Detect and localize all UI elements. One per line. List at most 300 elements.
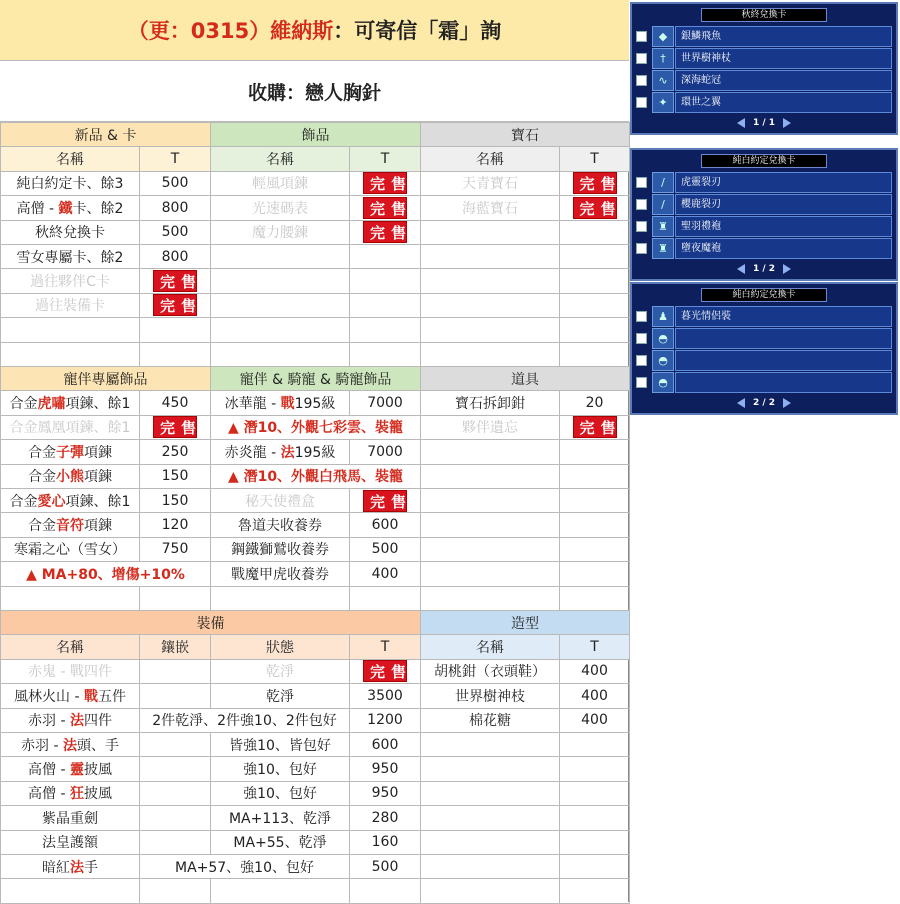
highlight-text: 法 [280, 444, 295, 461]
pager [632, 393, 896, 413]
highlight-text: 虎嘯 [37, 396, 66, 413]
empty-slot-icon: ◓ [652, 350, 674, 371]
item-name [1, 488, 140, 512]
empty-cell [560, 562, 630, 586]
serpent-icon: ∿ [652, 70, 674, 91]
highlight-text: 戰 [83, 688, 98, 705]
page-indicator: 1 / 1 [752, 118, 776, 128]
price-cell: 600 [350, 732, 421, 756]
col-header-name: 名稱 [421, 147, 560, 171]
table-row [1, 659, 630, 683]
table-row [1, 488, 630, 512]
panel-list-item[interactable] [636, 47, 892, 69]
item-name-part: 項鍊、餘1 [65, 396, 131, 413]
highlight-text: 小熊 [56, 469, 84, 486]
empty-cell [421, 342, 560, 366]
price-cell: 20 [560, 391, 630, 415]
empty-cell [421, 830, 560, 854]
empty-cell [211, 586, 350, 610]
empty-cell [140, 659, 211, 683]
highlight-text: 法 [62, 737, 77, 754]
status-cell: MA+113、乾淨 [211, 806, 350, 830]
item-name: 光速碼表 [211, 196, 350, 220]
empty-cell [560, 537, 630, 561]
panel-item-name: 世界樹神杖 [675, 48, 892, 69]
col-header-price: T [350, 635, 421, 659]
item-name: 寶石拆卸鉗 [421, 391, 560, 415]
table-row [1, 879, 630, 903]
panel-list-item[interactable] [636, 25, 892, 47]
price-cell: 450 [140, 391, 211, 415]
price-cell: 500 [350, 537, 421, 561]
price-cell: 400 [350, 562, 421, 586]
item-note: ▲ 潛10、外觀白飛馬、裝籠 [211, 464, 421, 488]
empty-cell [421, 513, 560, 537]
item-name-part: 赤炎龍 - [224, 444, 281, 461]
highlight-text: 鐵 [58, 200, 73, 217]
price-cell: 950 [350, 781, 421, 805]
table-row [1, 684, 630, 708]
price-cell: 7000 [350, 391, 421, 415]
price-cell: 500 [350, 854, 421, 878]
panel-item-name: 墮夜魔袍 [675, 238, 892, 259]
panel-item-name: 銀鱗飛魚 [675, 26, 892, 47]
empty-cell [350, 586, 421, 610]
empty-cell [560, 830, 630, 854]
price-cell [560, 171, 630, 195]
item-name-part: 195級 [294, 444, 336, 461]
table-row [1, 757, 630, 781]
price-cell: 950 [350, 757, 421, 781]
item-name [1, 732, 140, 756]
table-row [1, 513, 630, 537]
wanted-banner: 收購：戀人胸針 [0, 61, 629, 122]
status-cell: 強10、包好 [211, 781, 350, 805]
robe-icon: ♜ [652, 216, 674, 237]
price-cell: 800 [140, 196, 211, 220]
empty-cell [211, 293, 350, 317]
panel-list-item[interactable] [636, 91, 892, 113]
panel-list-item[interactable] [636, 69, 892, 91]
select-checkbox[interactable] [636, 53, 647, 64]
select-checkbox[interactable] [636, 355, 647, 366]
item-name: 秋終兌換卡 [1, 220, 140, 244]
table-row [1, 318, 630, 342]
section-header-equipment: 裝備 [1, 611, 421, 635]
table-row [1, 220, 630, 244]
empty-cell [560, 757, 630, 781]
price-cell: 280 [350, 806, 421, 830]
panel-list-item[interactable] [636, 371, 892, 393]
sold-out-stamp: 完售 [363, 197, 407, 219]
empty-cell [211, 879, 350, 903]
price-cell: 400 [560, 708, 630, 732]
empty-cell [560, 464, 630, 488]
empty-slot-icon: ◓ [652, 372, 674, 393]
table-row [1, 269, 630, 293]
select-checkbox[interactable] [636, 75, 647, 86]
empty-cell [560, 781, 630, 805]
highlight-text: 子彈 [56, 444, 84, 461]
empty-cell [350, 342, 421, 366]
select-checkbox[interactable] [636, 243, 647, 254]
title-contact: ：可寄信「霜」詢 [333, 19, 502, 43]
item-name [1, 196, 140, 220]
col-header-price: T [140, 147, 211, 171]
col-header-price: T [350, 147, 421, 171]
col-header-name: 名稱 [211, 147, 350, 171]
empty-cell [421, 562, 560, 586]
price-cell [140, 293, 211, 317]
table-row [1, 562, 630, 586]
panel-list-item[interactable] [636, 327, 892, 349]
panel-title: 秋終兌換卡 [701, 8, 827, 22]
empty-cell [421, 244, 560, 268]
empty-cell [421, 806, 560, 830]
couple-outfit-icon: ♟ [652, 306, 674, 327]
item-name: 純白約定卡、餘3 [1, 171, 140, 195]
item-name: 寒霜之心（雪女） [1, 537, 140, 561]
empty-cell [421, 488, 560, 512]
item-name-part: 195級 [294, 396, 336, 413]
empty-cell [560, 854, 630, 878]
item-name: 赤鬼 - 戰四件 [1, 659, 140, 683]
empty-cell [560, 488, 630, 512]
item-name: 天青寶石 [421, 171, 560, 195]
empty-cell [560, 513, 630, 537]
empty-cell [560, 586, 630, 610]
highlight-text: 愛心 [37, 493, 66, 510]
item-name-part: 赤羽 - [28, 713, 70, 730]
highlight-text: 戰 [280, 396, 295, 413]
price-cell: 1200 [350, 708, 421, 732]
price-cell: 150 [140, 464, 211, 488]
empty-cell [1, 879, 140, 903]
item-name-part: 五件 [97, 688, 126, 705]
empty-cell [421, 318, 560, 342]
item-name [1, 708, 140, 732]
pager [632, 259, 896, 279]
empty-cell [560, 244, 630, 268]
table-row [1, 586, 630, 610]
item-name: 法皇護額 [1, 830, 140, 854]
price-cell [350, 196, 421, 220]
panel-title: 純白約定兌換卡 [701, 154, 827, 168]
empty-cell [140, 342, 211, 366]
item-name-part: 赤羽 - [21, 737, 63, 754]
empty-cell [560, 440, 630, 464]
pager [632, 113, 896, 133]
table-row [1, 293, 630, 317]
table-row [1, 415, 630, 439]
empty-cell [1, 586, 140, 610]
item-name-part: 項鍊 [84, 469, 112, 486]
blade-icon: / [652, 172, 674, 193]
price-cell: 400 [560, 684, 630, 708]
price-cell: 400 [560, 659, 630, 683]
top-section-table [0, 122, 630, 367]
empty-cell [560, 879, 630, 903]
select-checkbox[interactable] [636, 31, 647, 42]
sold-out-stamp: 完售 [363, 221, 407, 243]
bottom-section-table [0, 610, 630, 904]
item-name-part: 披風 [83, 762, 112, 779]
item-name [1, 391, 140, 415]
item-name: 過往夥伴C卡 [1, 269, 140, 293]
panel-item-name [675, 372, 892, 393]
price-cell [140, 415, 211, 439]
panel-item-name: 環世之翼 [675, 92, 892, 113]
select-checkbox[interactable] [636, 97, 647, 108]
prev-page-arrow-icon[interactable] [737, 398, 745, 408]
select-checkbox[interactable] [636, 221, 647, 232]
empty-cell [560, 732, 630, 756]
item-name: 胡桃鉗（衣頭鞋） [421, 659, 560, 683]
empty-cell [421, 293, 560, 317]
panel-list-item[interactable] [636, 237, 892, 259]
empty-cell [421, 220, 560, 244]
item-name-part: 合金 [28, 469, 56, 486]
highlight-text: 靈 [69, 762, 84, 779]
item-name: 鋼鐵獅鷲收養券 [211, 537, 350, 561]
empty-cell [421, 757, 560, 781]
price-cell: 150 [140, 488, 211, 512]
empty-cell [560, 806, 630, 830]
item-name-part: 暗紅 [42, 859, 70, 876]
panel-item-name: 虎靈裂刃 [675, 172, 892, 193]
empty-cell [421, 269, 560, 293]
col-header-status: 狀態 [211, 635, 350, 659]
empty-cell [1, 318, 140, 342]
item-name: 魔力腰鍊 [211, 220, 350, 244]
panel-list-item[interactable] [636, 193, 892, 215]
status-cell: 強10、包好 [211, 757, 350, 781]
exchange-panel-white-promise-p2 [630, 282, 898, 415]
table-row [1, 537, 630, 561]
table-row [1, 806, 630, 830]
section-header-accessories: 飾品 [211, 123, 421, 147]
col-header-inlay: 鑲嵌 [140, 635, 211, 659]
highlight-text: 音符 [56, 518, 84, 535]
item-name [1, 684, 140, 708]
prev-page-arrow-icon[interactable] [737, 264, 745, 274]
item-name-part: 項鍊 [84, 518, 112, 535]
table-row [1, 464, 630, 488]
status-cell: 皆強10、皆包好 [211, 732, 350, 756]
section-header-items: 道具 [421, 367, 630, 391]
dark-robe-icon: ♜ [652, 238, 674, 259]
empty-cell [140, 879, 211, 903]
empty-cell [140, 757, 211, 781]
item-name-part: 高僧 - [28, 786, 70, 803]
panel-title: 純白約定兌換卡 [701, 288, 827, 302]
staff-icon: † [652, 48, 674, 69]
item-name-part: 風林火山 - [14, 688, 84, 705]
select-checkbox[interactable] [636, 177, 647, 188]
price-cell: 600 [350, 513, 421, 537]
section-header-costume: 造型 [421, 611, 630, 635]
select-checkbox[interactable] [636, 311, 647, 322]
price-cell [560, 196, 630, 220]
item-name [1, 440, 140, 464]
price-cell: 750 [140, 537, 211, 561]
empty-cell [560, 293, 630, 317]
empty-cell [140, 684, 211, 708]
section-header-new-cards: 新品 & 卡 [1, 123, 211, 147]
select-checkbox[interactable] [636, 199, 647, 210]
table-row [1, 342, 630, 366]
title-update: （更：0315）維納斯 [127, 19, 334, 43]
col-header-price: T [560, 635, 630, 659]
item-name-part: 合金 [9, 493, 38, 510]
empty-cell [560, 220, 630, 244]
empty-cell [350, 318, 421, 342]
prev-page-arrow-icon[interactable] [737, 118, 745, 128]
panel-item-name: 櫻鹿裂刃 [675, 194, 892, 215]
table-row [1, 171, 630, 195]
fish-icon: ◆ [652, 26, 674, 47]
empty-cell [350, 293, 421, 317]
panel-list-item[interactable] [636, 349, 892, 371]
panel-item-name: 暮光情侶裝 [675, 306, 892, 327]
col-header-price: T [560, 147, 630, 171]
item-note: ▲ MA+80、增傷+10% [1, 562, 211, 586]
next-page-arrow-icon[interactable] [783, 118, 791, 128]
empty-cell [421, 464, 560, 488]
empty-cell [560, 269, 630, 293]
empty-cell [140, 830, 211, 854]
select-checkbox[interactable] [636, 333, 647, 344]
exchange-panel-autumn [630, 2, 898, 135]
price-cell [350, 220, 421, 244]
item-name: 合金鳳凰項鍊、餘1 [1, 415, 140, 439]
highlight-text: 法 [69, 713, 84, 730]
sold-out-stamp: 完售 [363, 660, 407, 682]
price-cell: 3500 [350, 684, 421, 708]
item-name-part: 合金 [9, 396, 38, 413]
empty-cell [1, 342, 140, 366]
next-page-arrow-icon[interactable] [783, 264, 791, 274]
panel-list-item[interactable] [636, 305, 892, 327]
empty-cell [140, 732, 211, 756]
item-name-part: 冰華龍 - [224, 396, 281, 413]
status-cell: MA+55、乾淨 [211, 830, 350, 854]
empty-cell [421, 781, 560, 805]
exchange-panel-white-promise-p1 [630, 148, 898, 281]
price-cell [350, 659, 421, 683]
next-page-arrow-icon[interactable] [783, 398, 791, 408]
col-header-name: 名稱 [1, 147, 140, 171]
panel-list-item[interactable] [636, 171, 892, 193]
table-row [1, 440, 630, 464]
empty-cell [140, 806, 211, 830]
empty-cell [350, 244, 421, 268]
item-name-part: 高僧 - [16, 200, 59, 217]
status-cell: 乾淨 [211, 684, 350, 708]
empty-cell [140, 318, 211, 342]
item-name-part: 手 [84, 859, 98, 876]
item-name-part: 項鍊 [84, 444, 112, 461]
sold-out-stamp: 完售 [573, 197, 617, 219]
item-name: 雪女專屬卡、餘2 [1, 244, 140, 268]
section-header-pets-mounts: 寵伴 & 騎寵 & 騎寵飾品 [211, 367, 421, 391]
price-cell: 7000 [350, 440, 421, 464]
empty-cell [350, 879, 421, 903]
price-cell: 500 [140, 220, 211, 244]
price-cell: 800 [140, 244, 211, 268]
empty-slot-icon: ◓ [652, 328, 674, 349]
item-name: 輕風項鍊 [211, 171, 350, 195]
item-name [211, 440, 350, 464]
status-cell: MA+57、強10、包好 [140, 854, 350, 878]
wings-icon: ✦ [652, 92, 674, 113]
empty-cell [140, 781, 211, 805]
col-header-name: 名稱 [1, 635, 140, 659]
table-row [1, 244, 630, 268]
table-row [1, 732, 630, 756]
page-title [0, 0, 629, 61]
item-name-part: 合金 [28, 518, 56, 535]
middle-section-table [0, 366, 630, 611]
item-name-part: 頭、手 [76, 737, 119, 754]
item-name: 夥伴遺忘 [421, 415, 560, 439]
sold-out-stamp: 完售 [153, 294, 197, 316]
item-note: ▲ 潛10、外觀七彩雲、裝籠 [211, 415, 421, 439]
table-row [1, 708, 630, 732]
price-cell: 160 [350, 830, 421, 854]
page-indicator: 1 / 2 [752, 264, 776, 274]
empty-cell [421, 854, 560, 878]
sold-out-stamp: 完售 [573, 172, 617, 194]
blade-icon: / [652, 194, 674, 215]
empty-cell [560, 342, 630, 366]
col-header-name: 名稱 [421, 635, 560, 659]
price-cell [350, 488, 421, 512]
item-name-part: 披風 [83, 786, 112, 803]
item-name: 紫晶重劍 [1, 806, 140, 830]
empty-cell [350, 269, 421, 293]
table-row [1, 196, 630, 220]
item-name [1, 513, 140, 537]
item-name-part: 高僧 - [28, 762, 70, 779]
item-name: 戰魔甲虎收養券 [211, 562, 350, 586]
panel-list-item[interactable] [636, 215, 892, 237]
highlight-text: 狂 [69, 786, 84, 803]
table-row [1, 830, 630, 854]
empty-cell [560, 318, 630, 342]
empty-cell [140, 586, 211, 610]
item-name-part: 合金 [28, 444, 56, 461]
select-checkbox[interactable] [636, 377, 647, 388]
item-name [1, 464, 140, 488]
sold-out-stamp: 完售 [363, 490, 407, 512]
empty-cell [211, 342, 350, 366]
item-name: 魯道夫收養券 [211, 513, 350, 537]
empty-cell [211, 318, 350, 342]
empty-cell [421, 537, 560, 561]
sold-out-stamp: 完售 [573, 416, 617, 438]
empty-cell [421, 879, 560, 903]
item-name: 海藍寶石 [421, 196, 560, 220]
empty-cell [421, 732, 560, 756]
sold-out-stamp: 完售 [153, 416, 197, 438]
page-indicator: 2 / 2 [752, 398, 776, 408]
item-name: 棉花糖 [421, 708, 560, 732]
price-cell: 500 [140, 171, 211, 195]
price-cell [350, 171, 421, 195]
panel-item-name [675, 328, 892, 349]
section-header-gems: 寶石 [421, 123, 630, 147]
